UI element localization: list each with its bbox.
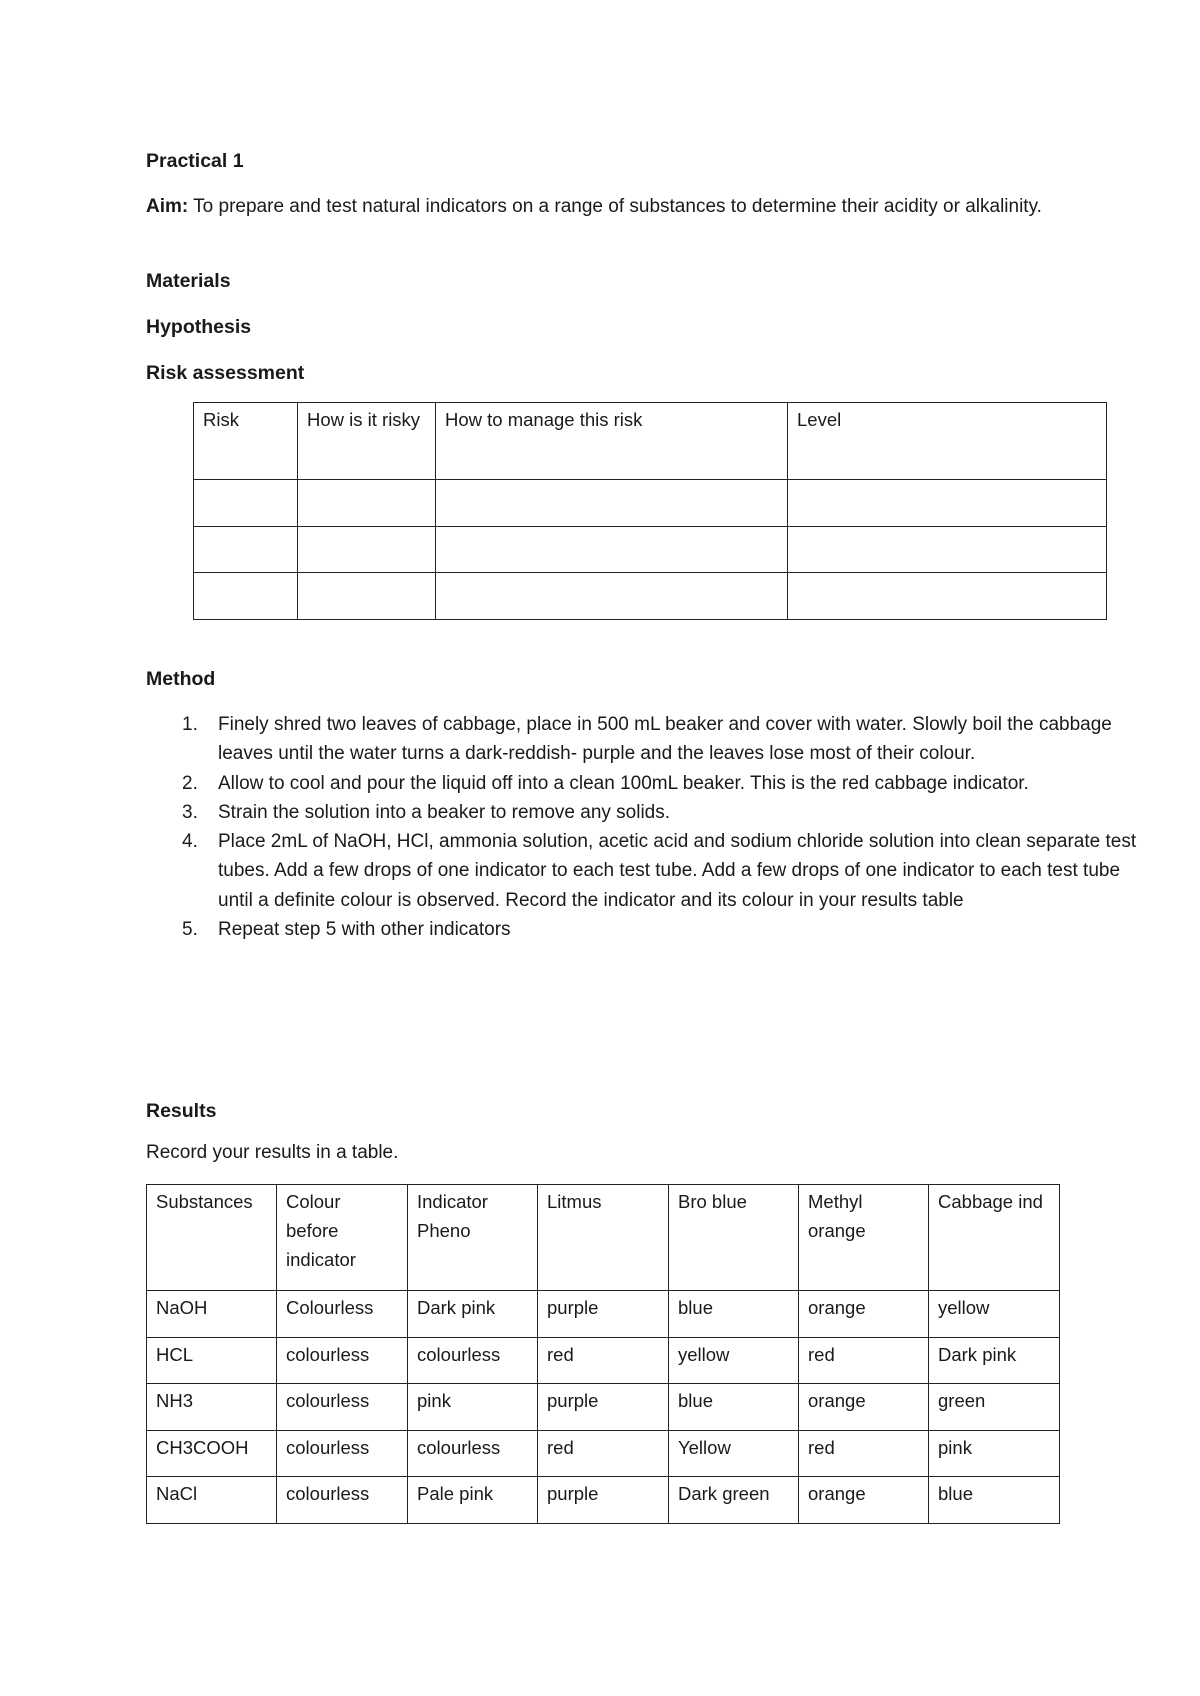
method-step (182, 915, 1148, 944)
results-cell: NaOH (147, 1291, 277, 1338)
results-cell: blue (669, 1384, 799, 1431)
results-heading: Results (146, 1100, 217, 1122)
results-cell: purple (538, 1291, 669, 1338)
step-text: Repeat step 5 with other indicators (218, 919, 511, 941)
method-heading: Method (146, 668, 216, 690)
method-step (182, 798, 1148, 827)
risk-table-row (194, 573, 1107, 620)
risk-table-row (194, 480, 1107, 527)
risk-cell[interactable] (788, 573, 1107, 620)
results-cell: red (538, 1337, 669, 1384)
results-cell: colourless (277, 1477, 408, 1524)
results-cell: red (538, 1430, 669, 1477)
results-cell: colourless (277, 1384, 408, 1431)
results-cell: yellow (929, 1291, 1060, 1338)
results-cell: orange (799, 1291, 929, 1338)
risk-assessment-heading: Risk assessment (146, 362, 305, 384)
risk-cell[interactable] (298, 480, 436, 527)
results-cell: purple (538, 1384, 669, 1431)
risk-cell[interactable] (436, 573, 788, 620)
results-table (146, 1184, 1060, 1524)
step-text: Place 2mL of NaOH, HCl, ammonia solution, acetic acid and sodium chloride solution into clean separate test tubes. Add a few drops of one indicator to each test tube. Add a few drops of one indicator to each test tube until a definite colour is observed. Record the indicator and its colour in your results table (218, 831, 1137, 911)
step-number: 2. (182, 772, 198, 794)
aim-paragraph (146, 192, 1046, 221)
risk-table-row (194, 526, 1107, 573)
results-cell: Yellow (669, 1430, 799, 1477)
results-row-ch3cooh (147, 1430, 1060, 1477)
results-header-cell: Litmus (538, 1185, 669, 1291)
results-cell: pink (929, 1430, 1060, 1477)
results-row-nacl (147, 1477, 1060, 1524)
risk-cell[interactable] (194, 526, 298, 573)
method-steps-list (146, 710, 1148, 944)
results-row-naoh (147, 1291, 1060, 1338)
results-cell: red (799, 1337, 929, 1384)
results-header-cell: Substances (147, 1185, 277, 1291)
step-number: 5. (182, 919, 198, 941)
results-cell: pink (408, 1384, 538, 1431)
risk-cell[interactable] (194, 480, 298, 527)
results-cell: Colourless (277, 1291, 408, 1338)
results-intro: Record your results in a table. (146, 1142, 399, 1163)
results-cell: yellow (669, 1337, 799, 1384)
results-cell: colourless (277, 1430, 408, 1477)
risk-cell[interactable] (298, 526, 436, 573)
results-cell: orange (799, 1477, 929, 1524)
step-number: 4. (182, 831, 198, 853)
risk-header-cell: How is it risky (298, 403, 436, 480)
risk-cell[interactable] (194, 573, 298, 620)
step-text: Finely shred two leaves of cabbage, place in 500 mL beaker and cover with water. Slowly boil the cabbage leaves until the water turns a dark-reddish- purple and the leaves lose most of their colour. (218, 714, 1112, 765)
results-cell: red (799, 1430, 929, 1477)
results-cell: NaCl (147, 1477, 277, 1524)
results-header-cell: Cabbage ind (929, 1185, 1060, 1291)
results-header-cell: Bro blue (669, 1185, 799, 1291)
results-header-cell: Methyl orange (799, 1185, 929, 1291)
aim-text: To prepare and test natural indicators on a range of substances to determine their acidity or alkalinity. (193, 196, 1042, 217)
results-cell: green (929, 1384, 1060, 1431)
risk-cell[interactable] (298, 573, 436, 620)
risk-header-cell: Risk (194, 403, 298, 480)
method-step (182, 710, 1148, 769)
results-cell: colourless (408, 1430, 538, 1477)
results-cell: Dark green (669, 1477, 799, 1524)
results-cell: Pale pink (408, 1477, 538, 1524)
step-number: 3. (182, 801, 198, 823)
risk-cell[interactable] (788, 526, 1107, 573)
hypothesis-heading: Hypothesis (146, 316, 252, 338)
results-row-hcl (147, 1337, 1060, 1384)
results-cell: orange (799, 1384, 929, 1431)
results-cell: purple (538, 1477, 669, 1524)
materials-heading: Materials (146, 270, 231, 292)
results-cell: CH3COOH (147, 1430, 277, 1477)
risk-header-cell: Level (788, 403, 1107, 480)
risk-cell[interactable] (788, 480, 1107, 527)
results-cell: blue (669, 1291, 799, 1338)
results-cell: colourless (408, 1337, 538, 1384)
results-cell: Dark pink (408, 1291, 538, 1338)
method-step (182, 769, 1148, 798)
results-row-nh3 (147, 1384, 1060, 1431)
results-cell: blue (929, 1477, 1060, 1524)
risk-table-header-row (194, 403, 1107, 480)
results-cell: Dark pink (929, 1337, 1060, 1384)
results-header-row (147, 1185, 1060, 1291)
step-number: 1. (182, 714, 198, 735)
risk-assessment-table (193, 402, 1107, 620)
step-text: Allow to cool and pour the liquid off into a clean 100mL beaker. This is the red cabbage indicator. (218, 772, 1029, 794)
aim-label: Aim: (146, 196, 189, 217)
results-cell: NH3 (147, 1384, 277, 1431)
results-cell: HCL (147, 1337, 277, 1384)
risk-header-cell: How to manage this risk (436, 403, 788, 480)
results-cell: colourless (277, 1337, 408, 1384)
step-text: Strain the solution into a beaker to remove any solids. (218, 801, 671, 823)
risk-cell[interactable] (436, 480, 788, 527)
risk-cell[interactable] (436, 526, 788, 573)
results-header-cell: Colour before indicator (277, 1185, 408, 1291)
results-header-cell: Indicator Pheno (408, 1185, 538, 1291)
page-title: Practical 1 (146, 150, 244, 172)
method-step (182, 827, 1148, 915)
